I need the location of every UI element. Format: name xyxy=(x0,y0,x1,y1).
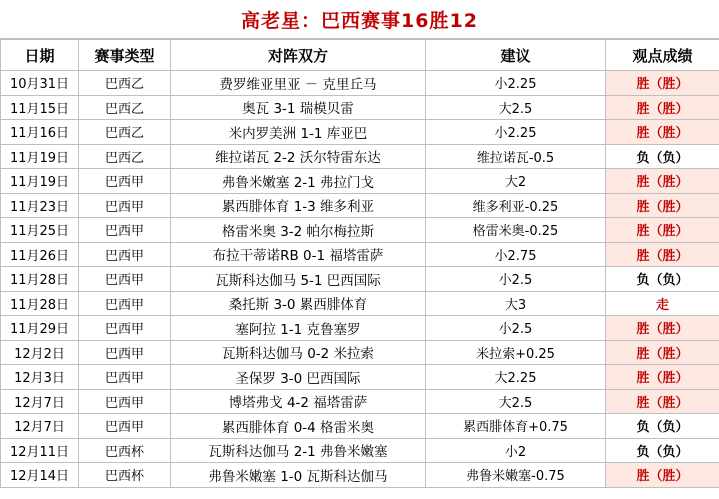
cell-match: 米内罗美洲 1-1 库亚巴 xyxy=(171,120,426,145)
column-header-match: 对阵双方 xyxy=(171,40,426,71)
cell-result: 胜（胜） xyxy=(606,120,719,145)
cell-advice: 米拉索+0.25 xyxy=(426,340,606,365)
cell-advice: 小2.25 xyxy=(426,71,606,96)
table-row xyxy=(1,169,719,194)
table-body xyxy=(1,71,719,488)
cell-match: 瓦斯科达伽马 0-2 米拉索 xyxy=(171,340,426,365)
cell-match: 累西腓体育 1-3 维多利亚 xyxy=(171,193,426,218)
cell-match: 费罗维亚里亚 － 克里丘马 xyxy=(171,71,426,96)
cell-type: 巴西甲 xyxy=(79,365,171,390)
cell-match: 瓦斯科达伽马 5-1 巴西国际 xyxy=(171,267,426,292)
cell-date: 11月25日 xyxy=(1,218,79,243)
cell-date: 11月29日 xyxy=(1,316,79,341)
cell-advice: 维多利亚-0.25 xyxy=(426,193,606,218)
cell-match: 维拉诺瓦 2-2 沃尔特雷东达 xyxy=(171,144,426,169)
cell-date: 11月26日 xyxy=(1,242,79,267)
table-row xyxy=(1,267,719,292)
table-row xyxy=(1,316,719,341)
cell-date: 11月19日 xyxy=(1,144,79,169)
cell-type: 巴西甲 xyxy=(79,267,171,292)
cell-result: 胜（胜） xyxy=(606,169,719,194)
table-row xyxy=(1,71,719,96)
table-row xyxy=(1,365,719,390)
cell-result: 胜（胜） xyxy=(606,463,719,488)
cell-result: 胜（胜） xyxy=(606,365,719,390)
cell-result: 胜（胜） xyxy=(606,316,719,341)
cell-result: 胜（胜） xyxy=(606,389,719,414)
cell-advice: 弗鲁米嫩塞-0.75 xyxy=(426,463,606,488)
cell-advice: 累西腓体育+0.75 xyxy=(426,414,606,439)
cell-date: 11月16日 xyxy=(1,120,79,145)
cell-advice: 大2.5 xyxy=(426,95,606,120)
cell-date: 11月28日 xyxy=(1,267,79,292)
table-header xyxy=(1,40,719,71)
cell-type: 巴西甲 xyxy=(79,389,171,414)
cell-match: 圣保罗 3-0 巴西国际 xyxy=(171,365,426,390)
title-bar xyxy=(0,0,719,39)
cell-date: 12月3日 xyxy=(1,365,79,390)
cell-result: 胜（胜） xyxy=(606,71,719,96)
cell-advice: 大2.5 xyxy=(426,389,606,414)
cell-match: 塞阿拉 1-1 克鲁塞罗 xyxy=(171,316,426,341)
cell-match: 弗鲁米嫩塞 1-0 瓦斯科达伽马 xyxy=(171,463,426,488)
table-row xyxy=(1,414,719,439)
cell-type: 巴西甲 xyxy=(79,414,171,439)
cell-result: 胜（胜） xyxy=(606,193,719,218)
cell-date: 12月7日 xyxy=(1,414,79,439)
table-row xyxy=(1,218,719,243)
column-header-result: 观点成绩 xyxy=(606,40,719,71)
cell-type: 巴西甲 xyxy=(79,291,171,316)
cell-advice: 小2.25 xyxy=(426,120,606,145)
cell-result: 负（负） xyxy=(606,267,719,292)
cell-match: 格雷米奥 3-2 帕尔梅拉斯 xyxy=(171,218,426,243)
cell-match: 博塔弗戈 4-2 福塔雷萨 xyxy=(171,389,426,414)
cell-match: 瓦斯科达伽马 2-1 弗鲁米嫩塞 xyxy=(171,438,426,463)
cell-result: 负（负） xyxy=(606,144,719,169)
cell-date: 11月15日 xyxy=(1,95,79,120)
cell-type: 巴西甲 xyxy=(79,242,171,267)
cell-date: 12月7日 xyxy=(1,389,79,414)
table-row xyxy=(1,438,719,463)
cell-advice: 小2.5 xyxy=(426,316,606,341)
cell-type: 巴西乙 xyxy=(79,120,171,145)
cell-match: 奥瓦 3-1 瑞模贝雷 xyxy=(171,95,426,120)
cell-result: 胜（胜） xyxy=(606,340,719,365)
cell-type: 巴西杯 xyxy=(79,438,171,463)
cell-date: 12月2日 xyxy=(1,340,79,365)
cell-type: 巴西乙 xyxy=(79,71,171,96)
cell-date: 11月28日 xyxy=(1,291,79,316)
cell-advice: 大3 xyxy=(426,291,606,316)
cell-result: 胜（胜） xyxy=(606,218,719,243)
cell-match: 累西腓体育 0-4 格雷米奥 xyxy=(171,414,426,439)
cell-match: 布拉干蒂诺RB 0-1 福塔雷萨 xyxy=(171,242,426,267)
cell-type: 巴西乙 xyxy=(79,144,171,169)
cell-result: 胜（胜） xyxy=(606,242,719,267)
cell-advice: 大2 xyxy=(426,169,606,194)
match-results-table xyxy=(0,39,719,488)
cell-advice: 小2 xyxy=(426,438,606,463)
cell-date: 12月11日 xyxy=(1,438,79,463)
cell-type: 巴西甲 xyxy=(79,340,171,365)
cell-advice: 大2.25 xyxy=(426,365,606,390)
cell-date: 11月19日 xyxy=(1,169,79,194)
cell-type: 巴西甲 xyxy=(79,193,171,218)
cell-match: 桑托斯 3-0 累西腓体育 xyxy=(171,291,426,316)
table-row xyxy=(1,463,719,488)
cell-date: 10月31日 xyxy=(1,71,79,96)
cell-match: 弗鲁米嫩塞 2-1 弗拉门戈 xyxy=(171,169,426,194)
cell-result: 负（负） xyxy=(606,438,719,463)
table-row xyxy=(1,242,719,267)
cell-result: 负（负） xyxy=(606,414,719,439)
column-header-advice: 建议 xyxy=(426,40,606,71)
cell-date: 11月23日 xyxy=(1,193,79,218)
table-row xyxy=(1,291,719,316)
cell-type: 巴西甲 xyxy=(79,218,171,243)
table-row xyxy=(1,120,719,145)
cell-type: 巴西乙 xyxy=(79,95,171,120)
cell-type: 巴西甲 xyxy=(79,316,171,341)
table-row xyxy=(1,193,719,218)
table-row xyxy=(1,144,719,169)
cell-advice: 小2.5 xyxy=(426,267,606,292)
cell-type: 巴西甲 xyxy=(79,169,171,194)
table-row xyxy=(1,389,719,414)
table-row xyxy=(1,340,719,365)
cell-type: 巴西杯 xyxy=(79,463,171,488)
table-row xyxy=(1,95,719,120)
cell-result: 走 xyxy=(606,291,719,316)
cell-advice: 维拉诺瓦-0.5 xyxy=(426,144,606,169)
cell-advice: 小2.75 xyxy=(426,242,606,267)
header-row xyxy=(1,40,719,71)
cell-result: 胜（胜） xyxy=(606,95,719,120)
cell-advice: 格雷米奥-0.25 xyxy=(426,218,606,243)
cell-date: 12月14日 xyxy=(1,463,79,488)
column-header-date: 日期 xyxy=(1,40,79,71)
column-header-type: 赛事类型 xyxy=(79,40,171,71)
page-title: 高老星：巴西赛事16胜12 xyxy=(241,9,478,32)
